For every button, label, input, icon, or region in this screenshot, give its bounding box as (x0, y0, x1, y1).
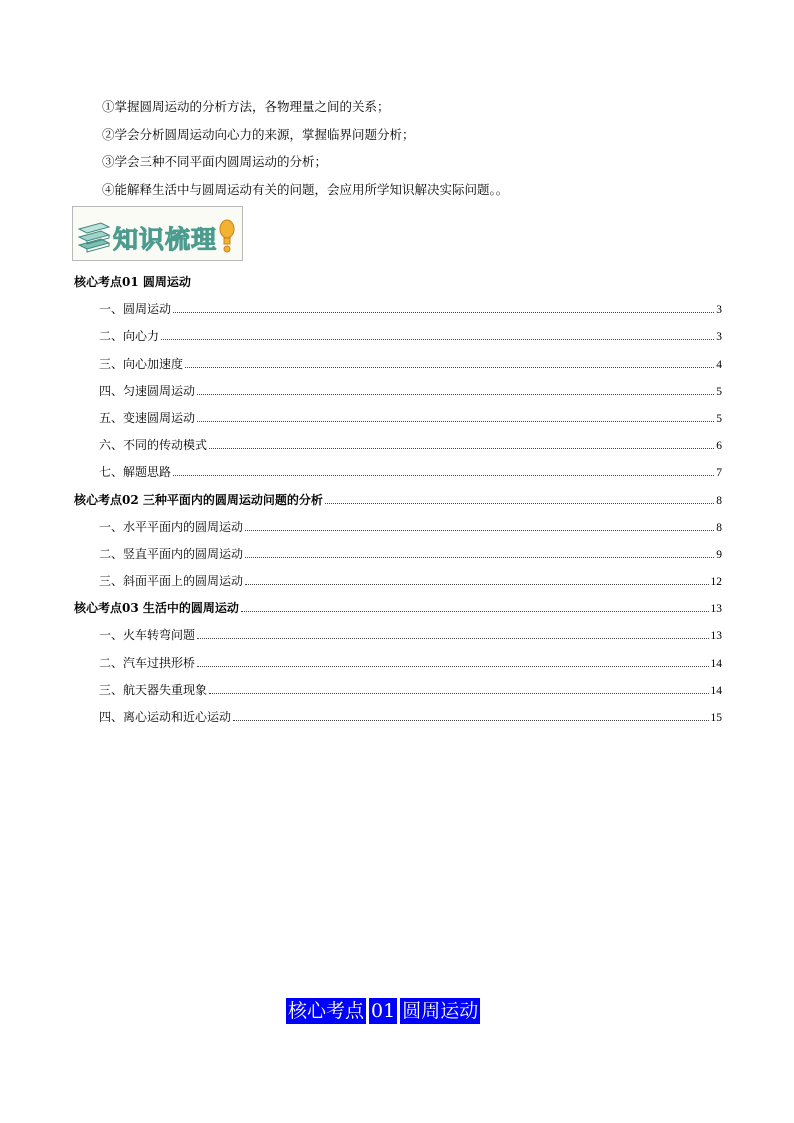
toc-page-number: 7 (716, 467, 722, 480)
toc-entry-title: 六、不同的传动模式 (99, 438, 208, 453)
toc-entry-title: 一、火车转弯问题 (99, 628, 196, 643)
toc-page-number: 13 (710, 603, 722, 616)
toc-entry-title: 一、圆周运动 (99, 302, 172, 317)
learning-goals (102, 93, 508, 203)
toc-leader-dots (209, 447, 714, 449)
toc-item-row[interactable] (74, 323, 722, 350)
toc-entry-title: 核心考点01 圆周运动 (74, 275, 191, 289)
toc-leader-dots (241, 610, 709, 612)
goal-item: ④能解释生活中与圆周运动有关的问题，会应用所学知识解决实际问题。。 (102, 181, 509, 197)
lightbulb-icon (218, 219, 236, 253)
toc-leader-dots (245, 556, 714, 558)
toc-leader-dots (197, 637, 708, 639)
toc-page-number: 13 (710, 630, 722, 643)
toc-page-number: 6 (716, 440, 722, 453)
section-heading (286, 998, 483, 1024)
heading-number: 01 (371, 1000, 396, 1022)
toc-item-row[interactable] (74, 677, 722, 704)
toc-page-number: 5 (716, 412, 722, 425)
table-of-contents (74, 269, 722, 731)
toc-entry-title: 核心考点03 生活中的圆周运动 (74, 601, 239, 616)
toc-entry-title: 三、斜面平面上的圆周运动 (99, 574, 244, 589)
toc-entry-title: 二、向心力 (99, 329, 160, 344)
toc-leader-dots (233, 719, 708, 721)
toc-page-number: 9 (716, 548, 722, 561)
toc-item-row[interactable] (74, 650, 722, 677)
knowledge-banner (72, 206, 243, 261)
toc-leader-dots (173, 311, 714, 313)
toc-leader-dots (197, 393, 714, 395)
toc-page-number: 14 (710, 684, 722, 697)
toc-page-number: 12 (710, 576, 722, 589)
toc-leader-dots (173, 474, 714, 476)
toc-page-number: 8 (716, 494, 722, 507)
toc-item-row[interactable] (74, 296, 722, 323)
toc-leader-dots (209, 692, 708, 694)
toc-item-row[interactable] (74, 432, 722, 459)
toc-entry-title: 七、解题思路 (99, 465, 172, 480)
heading-label: 核心考点 (288, 1000, 365, 1022)
toc-page-number: 3 (716, 331, 722, 344)
toc-item-row[interactable] (74, 514, 722, 541)
toc-leader-dots (325, 502, 714, 504)
toc-entry-title: 四、匀速圆周运动 (99, 383, 196, 398)
toc-leader-dots (245, 529, 714, 531)
toc-leader-dots (185, 366, 714, 368)
toc-leader-dots (161, 338, 714, 340)
toc-page-number: 15 (710, 712, 722, 724)
goal-item: ①掌握圆周运动的分析方法，各物理量之间的关系； (102, 99, 390, 114)
toc-item-row[interactable] (74, 378, 722, 405)
toc-item-row[interactable] (74, 568, 722, 595)
toc-leader-dots (197, 665, 708, 667)
heading-title: 圆周运动 (402, 1000, 479, 1022)
toc-item-row[interactable] (74, 622, 722, 649)
goal-item: ②学会分析圆周运动向心力的来源，掌握临界问题分析； (102, 126, 415, 142)
toc-page-number: 8 (716, 521, 722, 534)
toc-page-number: 5 (716, 385, 722, 398)
toc-entry-title: 二、汽车过拱形桥 (99, 655, 196, 670)
toc-entry-title: 核心考点02 三种平面内的圆周运动问题的分析 (74, 492, 323, 507)
toc-page-number: 4 (716, 358, 722, 371)
toc-section-row[interactable] (74, 487, 722, 514)
toc-entry-title: 三、航天器失重现象 (99, 682, 208, 697)
toc-page-number: 14 (710, 657, 722, 670)
toc-item-row[interactable] (74, 704, 722, 731)
toc-entry-title: 三、向心加速度 (99, 356, 184, 371)
toc-entry-title: 四、离心运动和近心运动 (99, 710, 232, 724)
toc-entry-title: 一、水平平面内的圆周运动 (99, 519, 244, 534)
toc-leader-dots (245, 583, 708, 585)
toc-entry-title: 二、竖直平面内的圆周运动 (99, 546, 244, 561)
goal-item: ③学会三种不同平面内圆周运动的分析； (102, 154, 328, 169)
toc-item-row[interactable] (74, 351, 722, 378)
toc-section-row[interactable] (74, 595, 722, 622)
toc-entry-title: 五、变速圆周运动 (99, 410, 196, 425)
toc-page-number: 3 (716, 304, 722, 317)
toc-item-row[interactable] (74, 459, 722, 486)
toc-leader-dots (197, 420, 714, 422)
banner-title: 知识梳理 (113, 225, 218, 254)
toc-item-row[interactable] (74, 541, 722, 568)
stacked-books-icon (77, 215, 111, 255)
toc-section-row[interactable] (74, 269, 722, 296)
toc-item-row[interactable] (74, 405, 722, 432)
